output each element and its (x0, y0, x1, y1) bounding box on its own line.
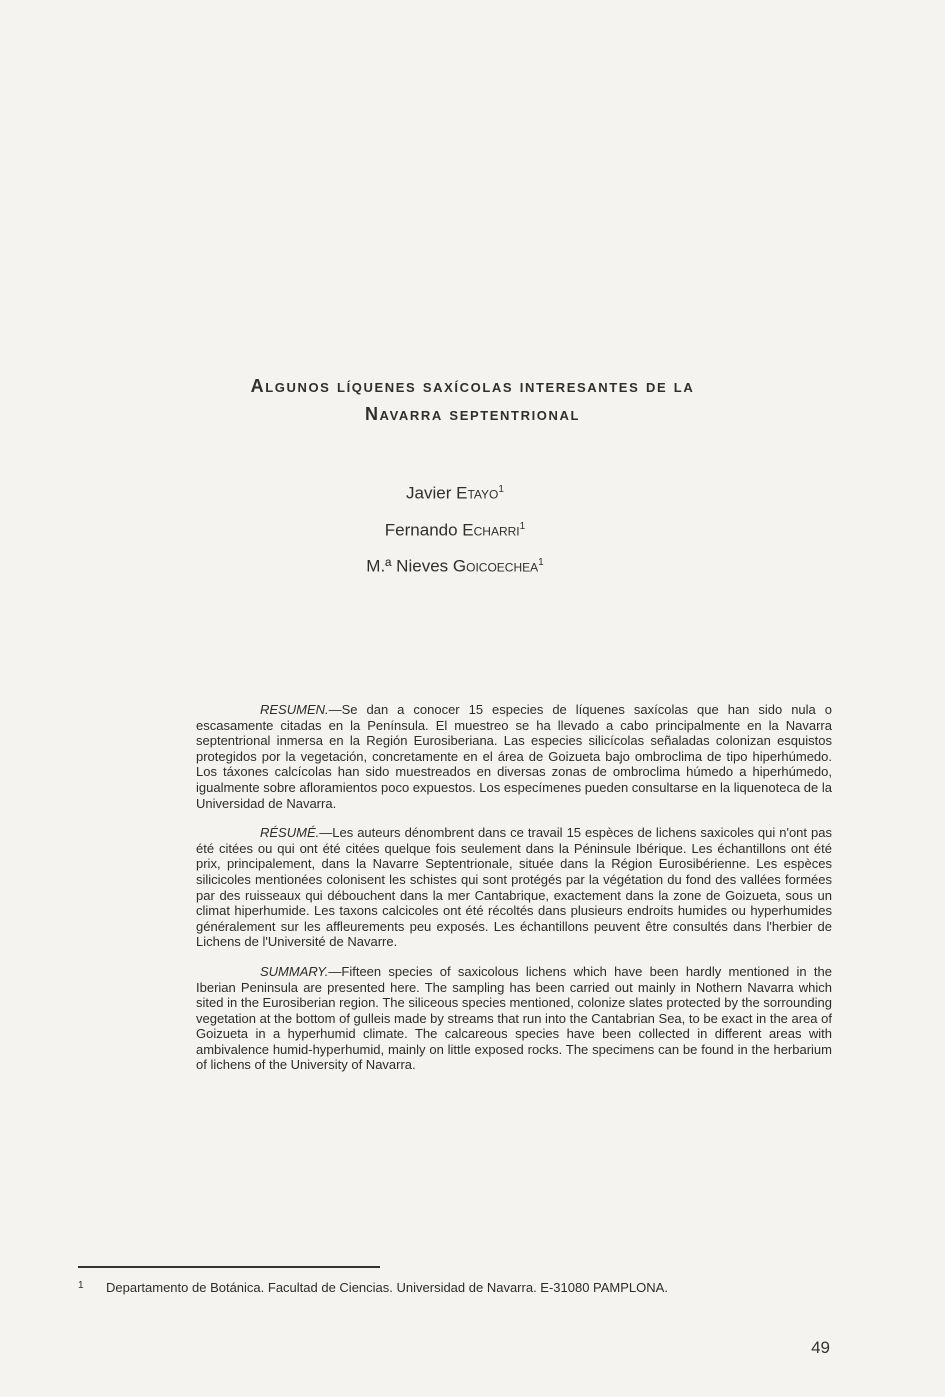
author-given-name: Fernando (384, 520, 458, 540)
affiliation-mark: 1 (538, 557, 544, 569)
author-list (255, 473, 655, 583)
footnote (78, 1280, 778, 1295)
abstract-text: —Fifteen species of saxicolous lichens which have been hardly mentioned in the Iberian Peninsula are presented here. The sampling has been carried out mainly in Nothern Navarra which sited in the Eurosiberian region. The siliceous species mentioned, colonize slates protected by the sorrounding vegetation at the bottom of gulleis made by streams that run into the Cantabrian Sea, to be exact in the area of Goizueta in a hyperhumid climate. The calcareous species have been collected in different areas with ambivalence humid-hyperhumid, mainly on little exposed rocks. The specimens can be found in the herbarium of lichens of the University of Navarra. (196, 963, 832, 1073)
author-given-name: Javier (406, 483, 452, 503)
abstract-spanish (196, 702, 832, 811)
author-surname: Etayo (456, 483, 499, 503)
author-given-name: M.ª Nieves (366, 556, 449, 576)
title-line-1: Algunos líquenes saxícolas interesantes de la (250, 376, 695, 396)
abstract-french (196, 825, 832, 950)
affiliation-mark: 1 (498, 484, 504, 495)
author-surname: Goicoechea (452, 556, 539, 576)
page-number: 49 (811, 1338, 830, 1357)
abstract-english (196, 964, 832, 1073)
author (255, 473, 655, 510)
paper-title (95, 372, 850, 428)
abstract-heading: SUMMARY. (260, 963, 329, 979)
footnote-mark: 1 (78, 1280, 84, 1291)
footnote-divider (78, 1266, 380, 1268)
author (255, 510, 655, 547)
abstracts (196, 702, 832, 1087)
footnote-text: Departamento de Botánica. Facultad de Ciencias. Universidad de Navarra. E-31080 PAMPLONA. (106, 1280, 668, 1295)
author-surname: Echarri (462, 520, 520, 540)
abstract-heading: RÉSUMÉ. (260, 825, 320, 841)
affiliation-mark: 1 (519, 520, 526, 532)
abstract-text: —Se dan a conocer 15 especies de líquenes saxícolas que han sido nula o escasamente citadas en la Península. El muestreo se ha llevado a cabo principalmente en la Navarra septentrional inmersa en la Región Eurosiberiana. Las especies silicícolas señaladas colonizan esquistos protegidos por la vegetación, concretamente en el área de Goizueta bajo ombroclima de tipo hiperhúmedo. Los táxones calcícolas han sido muestreados en diversas zonas de ombroclima húmedo a hiperhúmedo, igualmente sobre afloramientos poco expuestos. Los especímenes pueden consultarse en la liquenoteca de la Universidad de Navarra. (196, 702, 832, 811)
title-line-2: Navarra septentrional (364, 404, 581, 424)
abstract-heading: RESUMEN. (260, 702, 329, 717)
abstract-text: —Les auteurs dénombrent dans ce travail 15 espèces de lichens saxicoles qui n'ont pas été citées ou qui ont été citées quelque fois seulement dans la Péninsule Ibérique. Les échantillons ont été prix, principalement, dans la Navarre Septentrionale, située dans la Région Eurosibérienne. Les espèces silicicoles mentionées colonisent les schistes qui sont protégés par la végétation du fond des vallées formées par des ruisseaux qui débouchent dans la mer Cantabrique, exactement dans la zone de Goizueta, sous un climat hiperhumide. Les taxons calcicoles ont été récoltés dans plusieurs endroits humides ou hyperhumides généralement sur les affleurements peu exposés. Les échantillons peuvent être consultés dans l'herbier de Lichens de l'Université de Navarre. (196, 825, 832, 950)
author (255, 546, 655, 583)
